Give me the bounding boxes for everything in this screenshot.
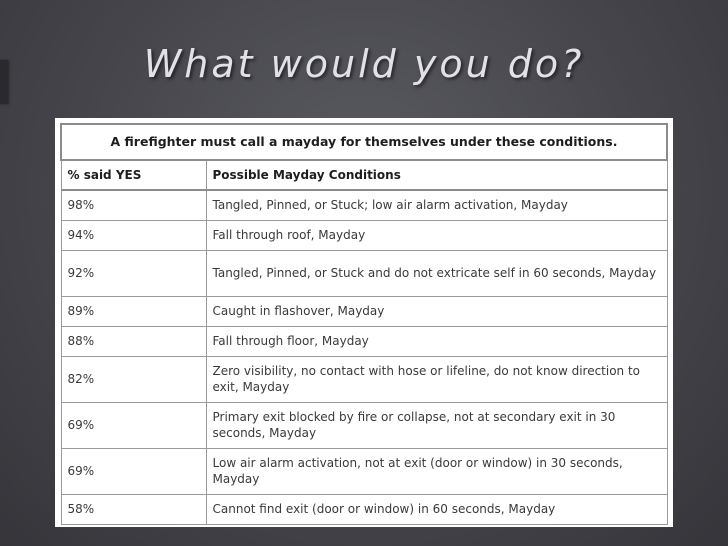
percent-cell: 98% (61, 190, 206, 220)
mayday-conditions-table (60, 123, 668, 525)
table-row (61, 220, 667, 250)
percent-cell: 69% (61, 448, 206, 494)
table-row (61, 190, 667, 220)
condition-cell: Cannot find exit (door or window) in 60 seconds, Mayday (206, 494, 667, 524)
table-row (61, 356, 667, 402)
table-row (61, 494, 667, 524)
percent-cell: 69% (61, 402, 206, 448)
condition-cell: Fall through floor, Mayday (206, 326, 667, 356)
table-row (61, 326, 667, 356)
percent-cell: 82% (61, 356, 206, 402)
slide-title: What would you do? (143, 42, 585, 86)
table-caption-row (61, 124, 667, 160)
table-caption: A firefighter must call a mayday for themselves under these conditions. (61, 124, 667, 160)
table-row (61, 402, 667, 448)
table-row (61, 296, 667, 326)
header-conditions: Possible Mayday Conditions (206, 160, 667, 190)
condition-cell: Tangled, Pinned, or Stuck and do not extricate self in 60 seconds, Mayday (206, 250, 667, 296)
condition-cell: Tangled, Pinned, or Stuck; low air alarm activation, Mayday (206, 190, 667, 220)
mayday-table-container (55, 118, 673, 527)
condition-cell: Primary exit blocked by fire or collapse, not at secondary exit in 30 seconds, Mayday (206, 402, 667, 448)
condition-cell: Caught in flashover, Mayday (206, 296, 667, 326)
header-percent-yes: % said YES (61, 160, 206, 190)
condition-cell: Fall through roof, Mayday (206, 220, 667, 250)
percent-cell: 92% (61, 250, 206, 296)
table-row (61, 448, 667, 494)
condition-cell: Zero visibility, no contact with hose or lifeline, do not know direction to exit, Mayday (206, 356, 667, 402)
percent-cell: 94% (61, 220, 206, 250)
percent-cell: 88% (61, 326, 206, 356)
table-row (61, 250, 667, 296)
table-header-row (61, 160, 667, 190)
percent-cell: 89% (61, 296, 206, 326)
condition-cell: Low air alarm activation, not at exit (door or window) in 30 seconds, Mayday (206, 448, 667, 494)
percent-cell: 58% (61, 494, 206, 524)
